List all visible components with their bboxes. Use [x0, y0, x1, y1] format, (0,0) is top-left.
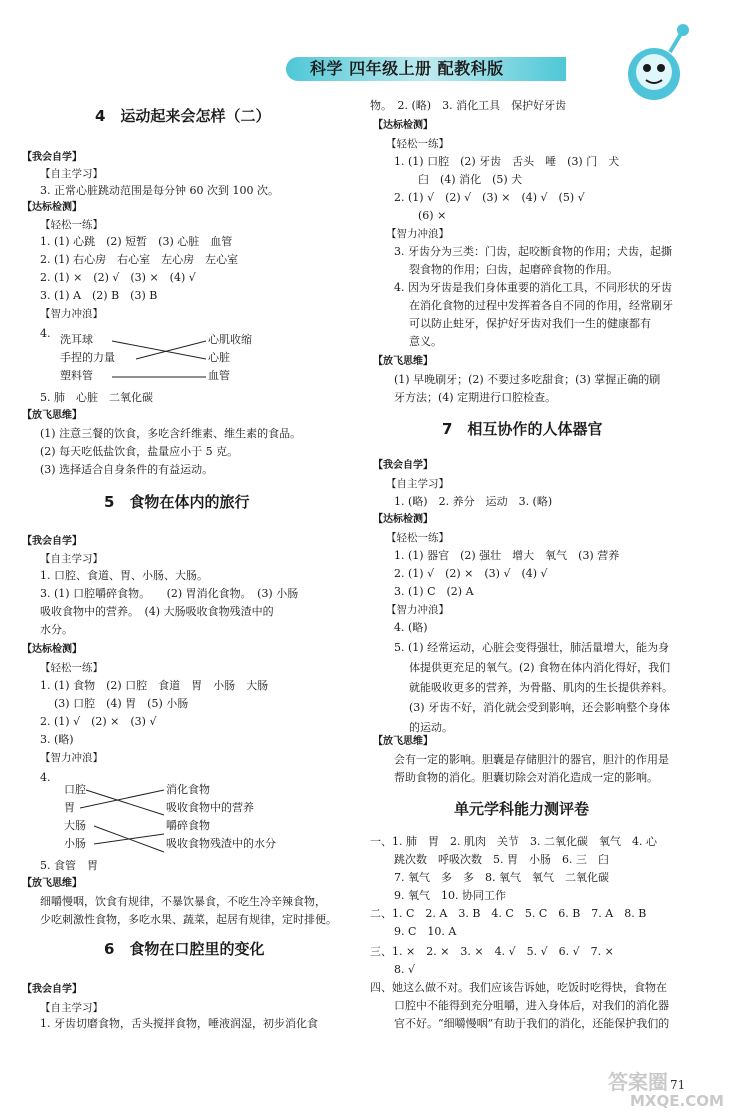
lesson4-title: 4 运动起来会怎样（二） — [95, 107, 271, 125]
answer-line: 裂食物的作用；臼齿，起磨碎食物的作用。 — [409, 263, 618, 276]
answer-line: 就能吸收更多的营养，为骨骼、肌肉的生长提供养料。 — [409, 681, 673, 694]
answer-line: 1. 口腔、食道、胃、小肠、大肠。 — [40, 569, 208, 582]
answer-line: 3. (略) — [40, 733, 74, 746]
match-left-item: 小肠 — [64, 837, 86, 850]
answer-line: (2) 每天吃低盐饮食，盐量应小于 5 克。 — [40, 445, 239, 458]
match-right-item: 吸收食物中的营养 — [166, 801, 254, 814]
subsection-tag: 【轻松一练】 — [386, 532, 449, 544]
section-self-study: 【我会自学】 — [22, 536, 82, 547]
answer-line: 水分。 — [40, 623, 73, 636]
answer-line: 2. (1) √ (2) × (3) √ — [40, 715, 157, 728]
match-right-item: 吸收食物残渣中的水分 — [166, 837, 276, 850]
answer-line: 3. (1) A (2) B (3) B — [40, 289, 158, 302]
page-number: 71 — [670, 1078, 686, 1092]
answer-line: 2. (1) × (2) √ (3) × (4) √ — [40, 271, 196, 284]
match-left-item: 胃 — [64, 801, 75, 814]
answer-line: 口腔中不能得到充分咀嚼，进入身体后，对我们的消化器 — [394, 999, 669, 1012]
answer-line: 5. 食管 胃 — [40, 859, 98, 872]
answer-line: 意义。 — [409, 335, 442, 348]
section-think: 【放飞思维】 — [373, 736, 433, 747]
section-check: 【达标检测】 — [22, 202, 82, 213]
subsection-tag: 【轻松一练】 — [386, 138, 449, 150]
answer-line: 四、她这么做不对。我们应该告诉她，吃饭时吃得快，食物在 — [370, 981, 667, 994]
subsection-tag: 【轻松一练】 — [40, 662, 103, 674]
answer-line: 吸收食物中的营养。 (4) 大肠吸收食物残渣中的 — [40, 605, 274, 618]
answer-line: 1. (1) 食物 (2) 口腔 食道 胃 小肠 大肠 — [40, 679, 269, 692]
answer-line: 4. 因为牙齿是我们身体重要的消化工具，不同形状的牙齿 — [394, 281, 672, 294]
answer-line: 1. (略) 2. 养分 运动 3. (略) — [394, 495, 553, 508]
subsection-tag: 【自主学习】 — [40, 553, 103, 565]
match-left-item: 手捏的力量 — [60, 351, 115, 364]
answer-line: 二、1. C 2. A 3. B 4. C 5. C 6. B 7. A 8. B — [370, 907, 647, 920]
answer-line: 1. (1) 心跳 (2) 短暂 (3) 心脏 血管 — [40, 235, 233, 248]
answer-line: 细嚼慢咽，饮食有规律，不暴饮暴食，不吃生冷辛辣食物， — [40, 895, 326, 908]
answer-line: 的运动。 — [409, 721, 453, 734]
answer-line: 4. (略) — [394, 621, 428, 634]
answer-line: 物。 2. (略) 3. 消化工具 保护好牙齿 — [370, 99, 567, 112]
answer-line: 体提供更充足的氧气。(2) 食物在体内消化得好，我们 — [409, 661, 671, 674]
answer-line: 7. 氧气 多 多 8. 氧气 氧气 二氧化碳 — [394, 871, 609, 884]
answer-line: 一、1. 肺 胃 2. 肌肉 关节 3. 二氧化碳 氧气 4. 心 — [370, 835, 657, 848]
answer-line: (3) 选择适合自身条件的有益运动。 — [40, 463, 214, 476]
subsection-tag: 【智力冲浪】 — [40, 308, 103, 320]
answer-line: (3) 牙齿不好，消化就会受到影响，还会影响整个身体 — [409, 701, 671, 714]
answer-line: 1. 牙齿切磨食物，舌头搅拌食物，唾液润湿，初步消化食 — [40, 1017, 318, 1030]
match-left-item: 洗耳球 — [60, 333, 93, 346]
answer-line: 会有一定的影响。胆囊是存储胆汁的器官，胆汁的作用是 — [394, 753, 669, 766]
answer-line: 3. 牙齿分为三类：门齿，起咬断食物的作用；犬齿，起撕 — [394, 245, 672, 258]
subsection-tag: 【自主学习】 — [386, 478, 449, 490]
answer-line: 3. (1) 口腔嚼碎食物。 (2) 胃消化食物。 (3) 小肠 — [40, 587, 299, 600]
match-left-item: 塑料管 — [60, 369, 93, 382]
subsection-tag: 【智力冲浪】 — [40, 752, 103, 764]
match-right-item: 心肌收缩 — [208, 333, 252, 346]
answer-line: 臼 (4) 消化 (5) 犬 — [418, 173, 523, 186]
answer-line: 3. 正常心脏跳动范围是每分钟 60 次到 100 次。 — [40, 184, 279, 197]
subsection-tag: 【自主学习】 — [40, 168, 103, 180]
answer-line: 2. (1) 右心房 右心室 左心房 左心室 — [40, 253, 239, 266]
answer-line: (1) 早晚刷牙；(2) 不要过多吃甜食；(3) 掌握正确的刷 — [394, 373, 661, 386]
match-left-item: 大肠 — [64, 819, 86, 832]
subsection-tag: 【自主学习】 — [40, 1002, 103, 1014]
section-check: 【达标检测】 — [373, 120, 433, 131]
answer-line: 1. (1) 口腔 (2) 牙齿 舌头 唾 (3) 门 犬 — [394, 155, 620, 168]
section-think: 【放飞思维】 — [22, 410, 82, 421]
answer-line: (3) 口腔 (4) 胃 (5) 小肠 — [54, 697, 189, 710]
book-title: 科学 四年级上册 配教科版 — [310, 59, 504, 78]
section-self-study: 【我会自学】 — [22, 984, 82, 995]
answer-line: 牙方法；(4) 定期进行口腔检查。 — [394, 391, 557, 404]
answer-line: 5. (1) 经常运动，心脏会变得强壮，肺活量增大，能为身 — [394, 641, 670, 654]
watermark-url: MXQE.COM — [630, 1092, 724, 1110]
match-right-item: 血管 — [208, 369, 230, 382]
answer-line: 5. 肺 心脏 二氧化碳 — [40, 391, 153, 404]
lesson5-title: 5 食物在体内的旅行 — [104, 493, 250, 511]
section-self-study: 【我会自学】 — [22, 152, 82, 163]
subsection-tag: 【智力冲浪】 — [386, 228, 449, 240]
match-right-item: 心脏 — [208, 351, 230, 364]
match-right-item: 消化食物 — [166, 783, 210, 796]
answer-line: 官不好。“细嚼慢咽”有助于我们的消化，还能保护我们的 — [394, 1017, 670, 1030]
answer-line: (1) 注意三餐的饮食，多吃含纤维素、维生素的食品。 — [40, 427, 302, 440]
answer-line: 3. (1) C (2) A — [394, 585, 474, 598]
answer-line: 9. C 10. A — [394, 925, 457, 938]
answer-line: 三、1. × 2. × 3. × 4. √ 5. √ 6. √ 7. × — [370, 945, 614, 958]
answer-line: 帮助食物的消化。胆囊切除会对消化造成一定的影响。 — [394, 771, 658, 784]
answer-line: (6) × — [418, 209, 447, 222]
answer-line: 2. (1) √ (2) √ (3) × (4) √ (5) √ — [394, 191, 585, 204]
match-right-item: 嚼碎食物 — [166, 819, 210, 832]
unit-test-title: 单元学科能力测评卷 — [454, 800, 590, 818]
lesson6-title: 6 食物在口腔里的变化 — [104, 940, 265, 958]
answer-line: 1. (1) 器官 (2) 强壮 增大 氧气 (3) 营养 — [394, 549, 620, 562]
answer-line: 2. (1) √ (2) × (3) √ (4) √ — [394, 567, 548, 580]
answer-line: 8. √ — [394, 963, 416, 976]
lesson7-title: 7 相互协作的人体器官 — [442, 420, 603, 438]
section-check: 【达标检测】 — [373, 514, 433, 525]
subsection-tag: 【智力冲浪】 — [386, 604, 449, 616]
answer-line: 可以防止蛀牙，保护好牙齿对我们一生的健康都有 — [409, 317, 651, 330]
section-think: 【放飞思维】 — [22, 878, 82, 889]
section-think: 【放飞思维】 — [373, 356, 433, 367]
answer-line: 少吃刺激性食物，多吃水果、蔬菜，起居有规律，定时排便。 — [40, 913, 337, 926]
answer-line: 4. — [40, 771, 51, 784]
answer-line: 跳次数 呼吸次数 5. 胃 小肠 6. 三 臼 — [394, 853, 609, 866]
answer-line: 9. 氧气 10. 协同工作 — [394, 889, 506, 902]
watermark-logo: 答案圈 — [608, 1070, 668, 1094]
subsection-tag: 【轻松一练】 — [40, 219, 103, 231]
section-check: 【达标检测】 — [22, 644, 82, 655]
answer-line: 在消化食物的过程中发挥着各自不同的作用，经常刷牙 — [409, 299, 673, 312]
match-left-item: 口腔 — [64, 783, 86, 796]
section-self-study: 【我会自学】 — [373, 460, 433, 471]
answer-line: 4. — [40, 327, 51, 340]
